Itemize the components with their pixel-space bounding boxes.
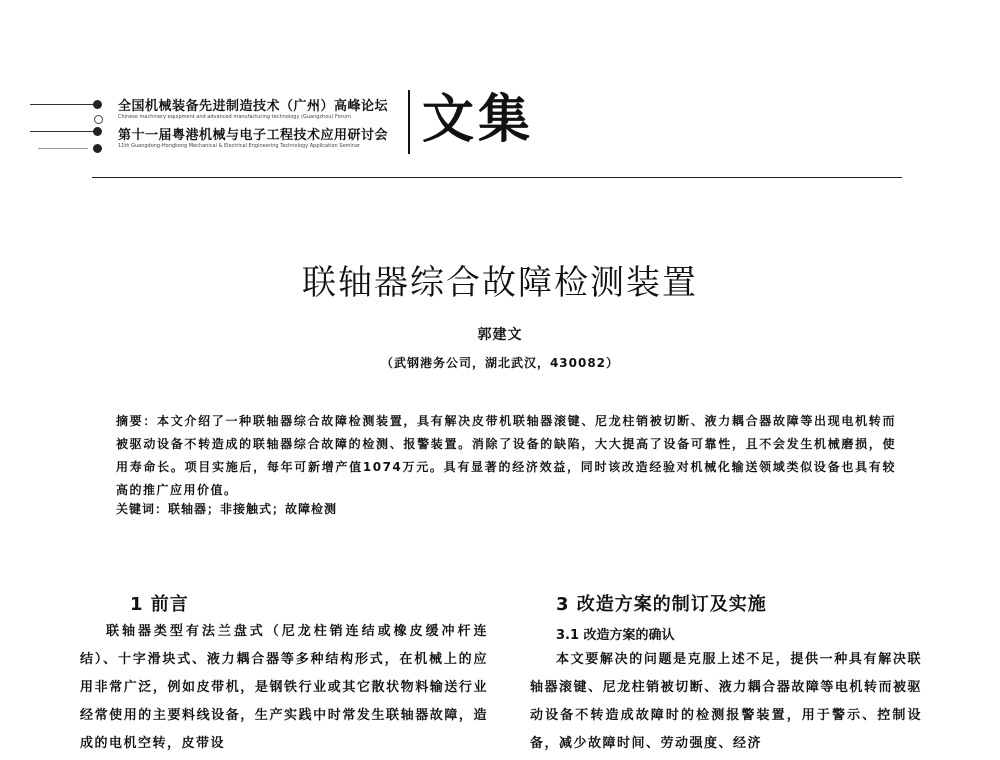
header-line-bottom — [38, 148, 88, 149]
header-rule — [92, 177, 902, 178]
paper-keywords: 关键词：联轴器；非接触式；故障检测 — [116, 502, 338, 516]
section-1-body: 联轴器类型有法兰盘式（尼龙柱销连结或橡皮缓冲杆连结）、十字滑块式、液力耦合器等多种结构形式，在机械上的应用非常广泛，例如皮带机，是钢铁行业或其它散状物料输送行业经常使用的主要料线设备，生产实践中时常发生联轴器故障，造成的电机空转，皮带设 — [80, 624, 488, 751]
paper-author: 郭建文 — [477, 327, 523, 343]
section-3-heading: 3 改造方案的制订及实施 — [556, 594, 767, 615]
section-3-body: 本文要解决的问题是克服上述不足，提供一种具有解决联轴器滚键、尼龙柱销被切断、液力耦合器故障等电机转而被驱动设备不转造成故障时的检测报警装置，用于警示、控制设备，减少故障时间、劳动强度、经济 — [530, 652, 922, 751]
section-1-heading: 1 前言 — [130, 594, 189, 615]
seminar-title-en: 11th Guangdong-Hongkong Mechanical & Electrical Engineering Technology Application Seminar — [118, 143, 361, 149]
bullet-icon — [93, 144, 102, 153]
bullet-icon — [94, 115, 103, 124]
forum-title-cn: 全国机械装备先进制造技术（广州）高峰论坛 — [118, 99, 389, 114]
header-line-middle — [30, 131, 93, 132]
paper-abstract: 摘要：本文介绍了一种联轴器综合故障检测装置，具有解决皮带机联轴器滚键、尼龙柱销被切断、液力耦合器故障等出现电机转而被驱动设备不转造成的联轴器综合故障的检测、报警装置。消除了设备的缺陷，大大提高了设备可靠性，且不会发生机械磨损，使用寿命长。项目实施后，每年可新增产值1074万元。具有显著的经济效益，同时该改造经验对机械化输送领域类似设备也具有较高的推广应用价值。 — [116, 414, 896, 497]
collection-label: 文集 — [422, 89, 535, 150]
forum-title-en: Chinese machinery equipment and advanced manufacturing technology (Guangzhou) Forum — [118, 114, 351, 120]
paper-title: 联轴器综合故障检测装置 — [302, 263, 698, 303]
bullet-icon — [93, 127, 102, 136]
seminar-title-cn: 第十一届粤港机械与电子工程技术应用研讨会 — [118, 128, 389, 143]
paper-affiliation: （武钢港务公司，湖北武汉，430082） — [380, 356, 620, 370]
bullet-icon — [93, 100, 102, 109]
section-3-1-heading: 3.1 改造方案的确认 — [556, 628, 675, 643]
header-line-top — [30, 104, 93, 105]
header-divider — [408, 90, 410, 154]
